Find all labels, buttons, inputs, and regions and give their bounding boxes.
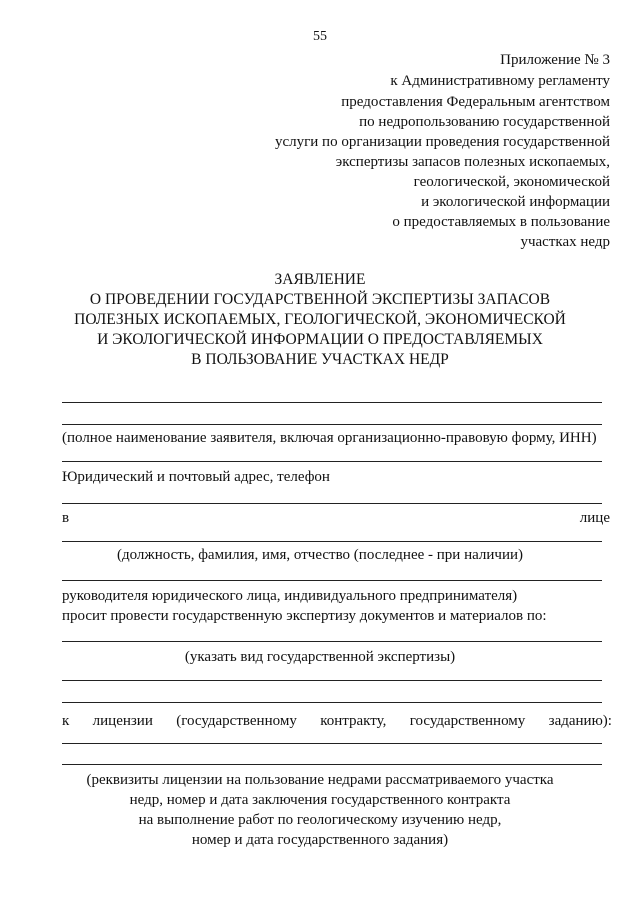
document-title-line: ПОЛЕЗНЫХ ИСКОПАЕМЫХ, ГЕОЛОГИЧЕСКОЙ, ЭКОНОМИЧЕСКОЙ <box>74 311 566 328</box>
appendix-line: экспертизы запасов полезных ископаемых, <box>335 154 610 170</box>
license-word: контракту, <box>320 713 387 729</box>
license-row <box>62 712 612 730</box>
details-hint: (реквизиты лицензии на пользование недрами рассматриваемого участка <box>86 772 554 788</box>
license-line <box>62 764 602 765</box>
appendix-line: геологической, экономической <box>413 174 610 190</box>
license-word: заданию): <box>548 713 612 729</box>
document-title-line: В ПОЛЬЗОВАНИЕ УЧАСТКАХ НЕДР <box>191 351 449 368</box>
applicant-line <box>62 402 602 403</box>
appendix-line: Приложение № 3 <box>500 52 610 68</box>
expertise-hint: (указать вид государственной экспертизы) <box>184 649 456 665</box>
license-word: (государственному <box>176 713 297 729</box>
document-title: ЗАЯВЛЕНИЕ <box>274 271 366 288</box>
request-line: просит провести государственную экспертизу документов и материалов по: <box>62 608 547 624</box>
expertise-line <box>62 641 602 642</box>
details-hint: номер и дата государственного задания) <box>191 832 449 848</box>
page-number: 55 <box>313 29 327 44</box>
appendix-line: о предоставляемых в пользование <box>392 214 610 230</box>
person-hint: (должность, фамилия, имя, отчество (последнее - при наличии) <box>116 547 524 563</box>
details-hint: недр, номер и дата заключения государственного контракта <box>129 792 511 808</box>
appendix-line: по недропользованию государственной <box>359 114 610 130</box>
address-line <box>62 503 602 504</box>
appendix-line: участках недр <box>520 234 610 250</box>
appendix-line: предоставления Федеральным агентством <box>341 94 610 110</box>
document-title-line: И ЭКОЛОГИЧЕСКОЙ ИНФОРМАЦИИ О ПРЕДОСТАВЛЯЕМЫХ <box>97 331 543 348</box>
applicant-line <box>62 424 602 425</box>
person-extra-line <box>62 580 602 581</box>
appendix-line: к Административному регламенту <box>390 73 610 89</box>
details-hint: на выполнение работ по геологическому изучению недр, <box>138 812 502 828</box>
document-title-line: О ПРОВЕДЕНИИ ГОСУДАРСТВЕННОЙ ЭКСПЕРТИЗЫ ЗАПАСОВ <box>89 291 551 308</box>
applicant-hint: (полное наименование заявителя, включая организационно-правовую форму, ИНН) <box>62 430 597 446</box>
in-suffix: лице <box>579 510 610 526</box>
address-label: Юридический и почтовый адрес, телефон <box>62 469 330 485</box>
applicant-extra-line <box>62 461 602 462</box>
expertise-extra-line <box>62 680 602 681</box>
license-line <box>62 743 602 744</box>
license-word: к <box>62 713 70 729</box>
license-word: государственному <box>409 713 526 729</box>
head-line: руководителя юридического лица, индивидуального предпринимателя) <box>62 588 518 604</box>
appendix-line: услуги по организации проведения государственной <box>274 134 610 150</box>
in-prefix: в <box>62 510 70 526</box>
person-line <box>62 541 602 542</box>
expertise-extra-line <box>62 702 602 703</box>
appendix-line: и экологической информации <box>421 194 610 210</box>
license-word: лицензии <box>92 713 153 729</box>
